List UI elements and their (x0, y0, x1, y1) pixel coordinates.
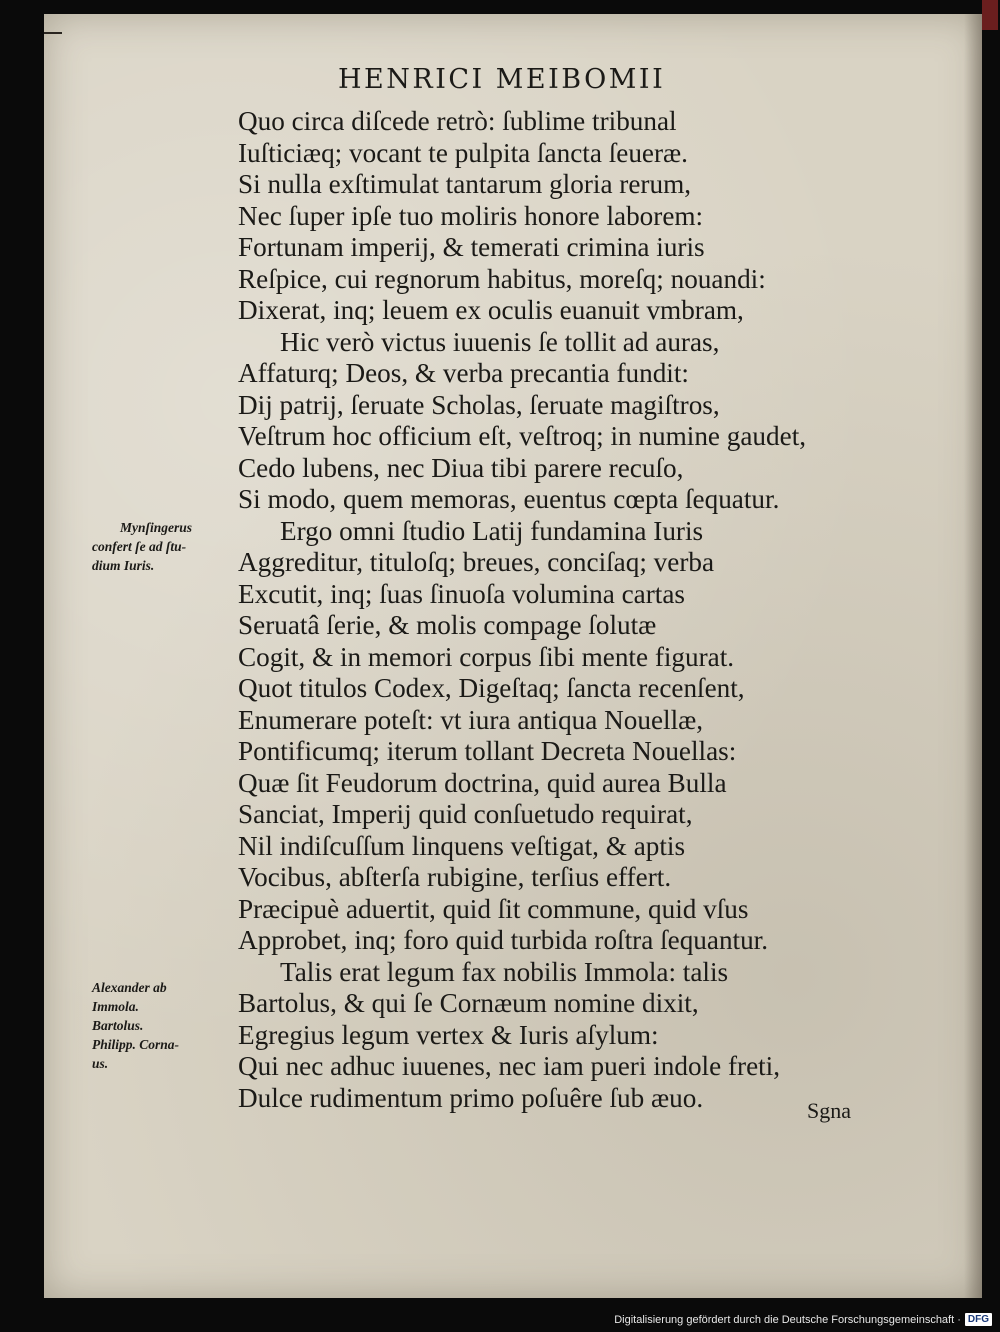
verse-line: Ergo omni ſtudio Latij fundamina Iuris (280, 515, 704, 546)
margin-note-line: us. (92, 1056, 109, 1071)
credit-text: Digitalisierung gefördert durch die Deutsche Forschungsgemeinschaft · (614, 1313, 961, 1326)
verse-line: Affaturq; Deos, & verba precantia fundit: (238, 358, 689, 388)
verse-line: Iuſticiæq; vocant te pulpita ſancta ſeueræ. (238, 137, 688, 168)
digitization-credit (614, 1313, 992, 1326)
margin-note-line: Immola. (92, 999, 139, 1014)
page-edge-shadow (964, 14, 982, 1298)
verse-line: Enumerare poteſt: vt iura antiqua Nouellæ, (238, 704, 704, 735)
verse-line: Excutit, inq; ſuas ſinuoſa volumina cartas (238, 578, 685, 609)
verse-line: Cogit, & in memori corpus ſibi mente figurat. (238, 641, 735, 672)
verse-line: Nec ſuper ipſe tuo moliris honore laborem: (238, 200, 704, 231)
verse-line: Sanciat, Imperij quid conſuetudo requirat, (238, 799, 693, 829)
verse-line: Quæ ſit Feudorum doctrina, quid aurea Bulla (238, 767, 727, 798)
margin-note-line: Philipp. Corna- (92, 1037, 180, 1052)
verse-line: Præcipuè aduertit, quid ſit commune, quid vſus (238, 893, 749, 924)
verse-line: Dixerat, inq; leuem ex oculis euanuit vmbram, (238, 295, 744, 325)
verse-block (238, 106, 928, 1114)
dfg-logo-icon: DFG (965, 1313, 992, 1326)
verse-line: Si modo, quem memoras, euentus cœpta ſequatur. (238, 484, 780, 514)
verse-line: Pontificumq; iterum tollant Decreta Nouellas: (238, 736, 737, 766)
verse-line: Si nulla exſtimulat tantarum gloria rerum, (238, 169, 692, 199)
page-mark (44, 32, 62, 34)
verse-line: Quot titulos Codex, Digeſtaq; ſancta recenſent, (238, 673, 745, 703)
verse-line: Seruatâ ſerie, & molis compage ſolutæ (238, 610, 657, 640)
verse-line: Egregius legum vertex & Iuris aſylum: (238, 1019, 659, 1050)
margin-note-line: Bartolus. (92, 1018, 144, 1033)
verse-line: Veſtrum hoc officium eſt, veſtroq; in numine gaudet, (238, 421, 807, 451)
verse-line: Talis erat legum fax nobilis Immola: talis (280, 956, 729, 987)
verse-line: Dulce rudimentum primo poſuêre ſub æuo. (238, 1082, 704, 1113)
verse-line: Approbet, inq; foro quid turbida roſtra ſequantur. (238, 925, 769, 955)
verse-line: Qui nec adhuc iuuenes, nec iam pueri indole freti, (238, 1051, 781, 1081)
margin-note-jurists (92, 978, 252, 1073)
verse-line: Vocibus, abſterſa rubigine, terſius effert. (238, 862, 672, 892)
verse-line: Reſpice, cui regnorum habitus, moreſq; nouandi: (238, 263, 766, 294)
margin-note-line: Mynſingerus (120, 520, 193, 535)
margin-note-line: confert ſe ad ſtu- (92, 539, 187, 554)
verse-line: Aggreditur, tituloſq; breues, conciſaq; verba (238, 547, 715, 577)
running-title: HENRICI MEIBOMII (338, 64, 666, 95)
binding-ribbon (982, 0, 998, 30)
verse-line: Nil indiſcuſſum linquens veſtigat, & aptis (238, 830, 686, 861)
margin-note-line: dium Iuris. (92, 558, 155, 573)
verse-line: Hic verò victus iuuenis ſe tollit ad auras, (280, 326, 720, 357)
verse-line: Quo circa diſcede retrò: ſublime tribunal (238, 106, 677, 136)
catchword: Sgna (807, 1098, 851, 1123)
margin-note-mynsingerus (92, 518, 252, 575)
verse-line: Fortunam imperij, & temerati crimina iuris (238, 232, 705, 262)
verse-line: Cedo lubens, nec Diua tibi parere recuſo, (238, 452, 684, 483)
margin-note-line: Alexander ab (92, 980, 167, 995)
verse-line: Bartolus, & qui ſe Cornæum nomine dixit, (238, 988, 699, 1018)
verse-line: Dij patrij, ſeruate Scholas, ſeruate magiſtros, (238, 389, 720, 420)
